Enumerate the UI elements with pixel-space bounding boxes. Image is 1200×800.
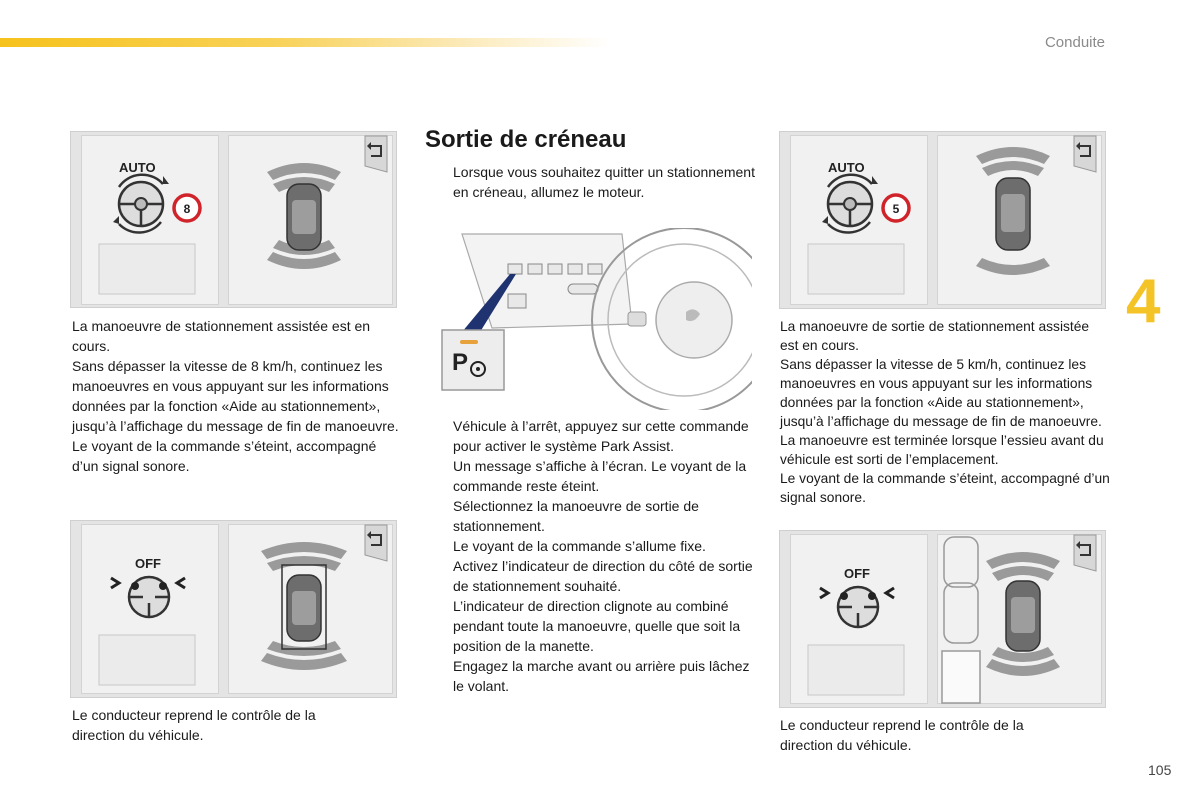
bullet-item (425, 496, 755, 556)
bullet-text: Véhicule à l’arrêt, appuyez sur cette commande pour activer le système Park Assist. (453, 418, 749, 454)
park-assist-button-icon: P (452, 349, 469, 376)
car-top-icon (1006, 581, 1040, 651)
page-number: 105 (1148, 762, 1172, 778)
section-heading: Sortie de créneau (425, 126, 627, 153)
steering-wheel-icon (822, 175, 878, 233)
left-text-1 (72, 316, 400, 476)
left-text-1-para-3: Le voyant de la commande s’éteint, accompagné d’un signal sonore. (72, 438, 377, 474)
screen-illustration-off-left (70, 520, 397, 698)
steering-wheel-off-icon (820, 587, 894, 627)
right-text-1-para-2: Sans dépasser la vitesse de 5 km/h, continuez les manoeuvres en vous appuyant sur les informations données par la fonction «Aide au stationnement», jusqu’à l’affichage du message de fin de manoeuvre. (780, 357, 1102, 429)
speed-limit-icon (174, 195, 200, 221)
parked-cars-icon (942, 537, 980, 703)
bullet-text-continued: Le voyant de la commande s’allume fixe. (453, 538, 706, 554)
auto-label: AUTO (828, 160, 865, 175)
back-button-icon (1074, 136, 1096, 172)
right-text-1-para-4: Le voyant de la commande s’éteint, accompagné d’un signal sonore. (780, 471, 1110, 505)
right-text-2: Le conducteur reprend le contrôle de la direction du véhicule. (780, 717, 1024, 753)
bullet-item (425, 162, 755, 202)
section-title: Conduite (1044, 34, 1105, 51)
screen-illustration-off-right (779, 530, 1106, 708)
bullet-text: Engagez la marche avant ou arrière puis lâchez le volant. (453, 658, 750, 694)
auto-label: AUTO (119, 160, 156, 175)
back-button-icon (365, 525, 387, 561)
bullet-text-continued: Un message s’affiche à l’écran. Le voyant de la commande reste éteint. (453, 458, 747, 494)
screen-illustration-auto-5 (779, 131, 1106, 309)
speed-value: 5 (892, 202, 900, 216)
bullet-text: Sélectionnez la manoeuvre de sortie de stationnement. (453, 498, 699, 534)
speed-limit-icon (883, 195, 909, 221)
steering-wheel-off-icon (111, 577, 185, 617)
bullet-text-continued: L’indicateur de direction clignote au combiné pendant toute la manoeuvre, quelle que soit la position de la manette. (453, 598, 741, 654)
left-text-2: Le conducteur reprend le contrôle de la direction du véhicule. (72, 707, 316, 743)
back-button-icon (1074, 535, 1096, 571)
dashboard-illustration (432, 228, 752, 410)
off-label: OFF (844, 566, 870, 581)
bullet-item (425, 556, 755, 656)
left-text-1-para-1: La manoeuvre de stationnement assistée est en cours. (72, 318, 371, 354)
chapter-number: 4 (1126, 267, 1161, 336)
bullet-text: Lorsque vous souhaitez quitter un stationnement en créneau, allumez le moteur. (453, 164, 755, 200)
screen-illustration-auto-8 (70, 131, 397, 308)
car-top-icon (996, 178, 1030, 250)
off-label: OFF (135, 556, 161, 571)
bullet-text: Activez l’indicateur de direction du côté de sortie de stationnement souhaité. (453, 558, 753, 594)
right-text-1-para-3: La manoeuvre est terminée lorsque l’essieu avant du véhicule est sorti de l’emplacement. (780, 433, 1104, 467)
steering-wheel-icon (113, 175, 169, 233)
back-button-icon (365, 136, 387, 172)
bullet-list-top (425, 162, 755, 202)
header-accent-bar (0, 38, 610, 47)
bullet-item (425, 656, 755, 696)
right-text-1-para-1: La manoeuvre de sortie de stationnement assistée est en cours. (780, 319, 1090, 353)
left-text-1-para-2: Sans dépasser la vitesse de 8 km/h, continuez les manoeuvres en vous appuyant sur les informations données par la fonction «Aide au stationnement», jusqu’à l’affichage du message de fin de manoeuvre. (72, 358, 399, 434)
car-top-icon (287, 184, 321, 250)
right-text-1 (780, 317, 1110, 507)
car-top-icon (287, 575, 321, 641)
bullet-item (425, 416, 755, 496)
speed-value: 8 (183, 202, 191, 216)
bullet-list-bottom (425, 416, 755, 696)
